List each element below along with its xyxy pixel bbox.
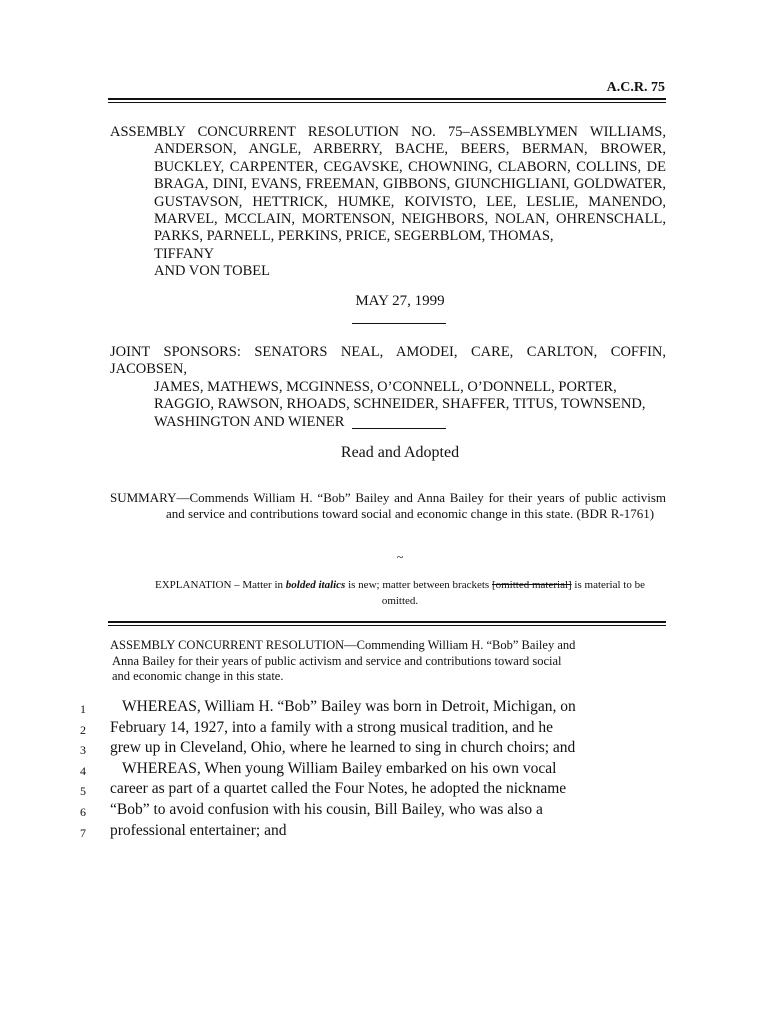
- divider-short: [352, 428, 446, 429]
- bill-id: A.C.R. 75: [606, 80, 665, 95]
- explanation-bold-italic: bolded italics: [285, 579, 346, 591]
- whereas-rest: When young William Bailey embarked on his own vocal: [200, 759, 557, 777]
- section-rule-thin: [108, 625, 666, 626]
- explanation-text: omitted.: [381, 595, 419, 607]
- body-line: [80, 801, 680, 822]
- summary-line: state. (BDR R-1761): [546, 505, 655, 521]
- joint-sponsors-block: [110, 344, 666, 431]
- whereas-keyword: WHEREAS,: [122, 698, 201, 715]
- top-rule-thin: [108, 102, 666, 103]
- whereas-keyword: WHEREAS,: [122, 759, 201, 777]
- sponsors-line: ASSEMBLY CONCURRENT RESOLUTION NO. 75–ASSEMBLYMEN WILLIAMS,: [110, 124, 666, 140]
- sponsors-line: DE BRAGA, DINI, EVANS, FREEMAN, GIBBONS, GIUNCHIGLIANI,: [154, 158, 666, 193]
- sponsors-line: ANDERSON, ANGLE, ARBERRY, BACHE, BEERS, BERMAN, BROWER,: [154, 141, 666, 158]
- resolution-body: [80, 698, 680, 842]
- line-number: 6: [80, 804, 86, 819]
- line-text: February 14, 1927, into a family with a strong musical tradition, and he: [110, 718, 553, 736]
- line-number: 4: [80, 763, 86, 778]
- body-line: [80, 760, 680, 781]
- line-text: “Bob” to avoid confusion with his cousin, Bill Bailey, who was also a: [110, 800, 543, 818]
- joint-sponsors-line: JAMES, MATHEWS, MCGINNESS, O’CONNELL, O’DONNELL, PORTER,: [154, 378, 617, 395]
- sponsors-line: OHRENSCHALL, PARKS, PARNELL, PERKINS, PRICE, SEGERBLOM, THOMAS,: [154, 211, 666, 245]
- sponsors-block: [110, 124, 666, 281]
- sponsors-line: BUCKLEY, CARPENTER, CEGAVSKE, CHOWNING, CLABORN, COLLINS,: [154, 158, 642, 175]
- joint-sponsors-line: RAGGIO, RAWSON, RHOADS, SCHNEIDER, SHAFFER, TITUS, TOWNSEND,: [154, 396, 646, 413]
- sponsors-line: MANENDO, MARVEL, MCCLAIN, MORTENSON, NEIGHBORS, NOLAN,: [154, 193, 667, 228]
- sponsors-line: TIFFANY: [154, 245, 215, 262]
- section-rule-thick: [108, 621, 666, 623]
- joint-sponsors-line: JOINT SPONSORS: SENATORS NEAL, AMODEI, CARE, CARLTON, COFFIN, JACOBSEN,: [110, 344, 666, 378]
- summary-line: activism and service and contributions toward social and economic change in this: [166, 490, 666, 521]
- body-line: [80, 719, 680, 740]
- line-text: grew up in Cleveland, Ohio, where he learned to sing in church choirs; and: [110, 739, 576, 757]
- summary-paragraph: [110, 490, 666, 521]
- explanation-struck: [omitted material]: [491, 579, 572, 591]
- tilde-mark: ~: [396, 550, 404, 564]
- resolution-title: [110, 638, 666, 685]
- body-line: [80, 739, 680, 760]
- sponsors-tail: [110, 246, 666, 281]
- body-line: [80, 780, 680, 801]
- line-number: 3: [80, 743, 86, 758]
- whereas-rest: William H. “Bob” Bailey was born in Detroit, Michigan, on: [200, 698, 576, 715]
- line-number: 7: [80, 825, 86, 840]
- title-line: Anna Bailey for their years of public activism and service and contributions toward social: [112, 653, 562, 668]
- line-text: professional entertainer; and: [110, 821, 287, 839]
- resolution-date: MAY 27, 1999: [355, 293, 445, 309]
- sponsors-line: AND VON TOBEL: [154, 263, 271, 280]
- status-text: Read and Adopted: [340, 444, 460, 461]
- sponsors-line: GOLDWATER, GUSTAVSON, HETTRICK, HUMKE, KOIVISTO, LEE, LESLIE,: [154, 176, 667, 210]
- top-rule-thick: [108, 98, 666, 100]
- sponsors-paragraph: [110, 124, 666, 246]
- summary-block: [110, 490, 666, 521]
- line-text: career as part of a quartet called the Four Notes, he adopted the nickname: [110, 780, 567, 798]
- title-line: and economic change in this state.: [112, 669, 284, 684]
- line-text: [110, 698, 680, 719]
- line-number: 5: [80, 784, 86, 799]
- explanation-text: EXPLANATION – Matter in: [155, 579, 286, 591]
- joint-sponsors-line: WASHINGTON AND WIENER: [154, 413, 345, 430]
- body-line: [80, 698, 680, 719]
- line-number: 2: [80, 722, 86, 737]
- summary-line: SUMMARY—Commends William H. “Bob” Bailey and Anna Bailey for their years of public: [110, 490, 618, 505]
- line-text: [110, 760, 680, 781]
- divider-short: [352, 323, 446, 324]
- explanation-text: is material to be: [571, 579, 645, 591]
- explanation-text: is new; matter between brackets: [345, 579, 492, 591]
- body-line: [80, 822, 680, 843]
- whereas-text: [122, 698, 576, 715]
- whereas-text: [122, 760, 556, 777]
- line-number: 1: [80, 702, 86, 716]
- title-line: ASSEMBLY CONCURRENT RESOLUTION—Commending William H. “Bob” Bailey and: [110, 638, 576, 652]
- explanation-note: [140, 577, 660, 609]
